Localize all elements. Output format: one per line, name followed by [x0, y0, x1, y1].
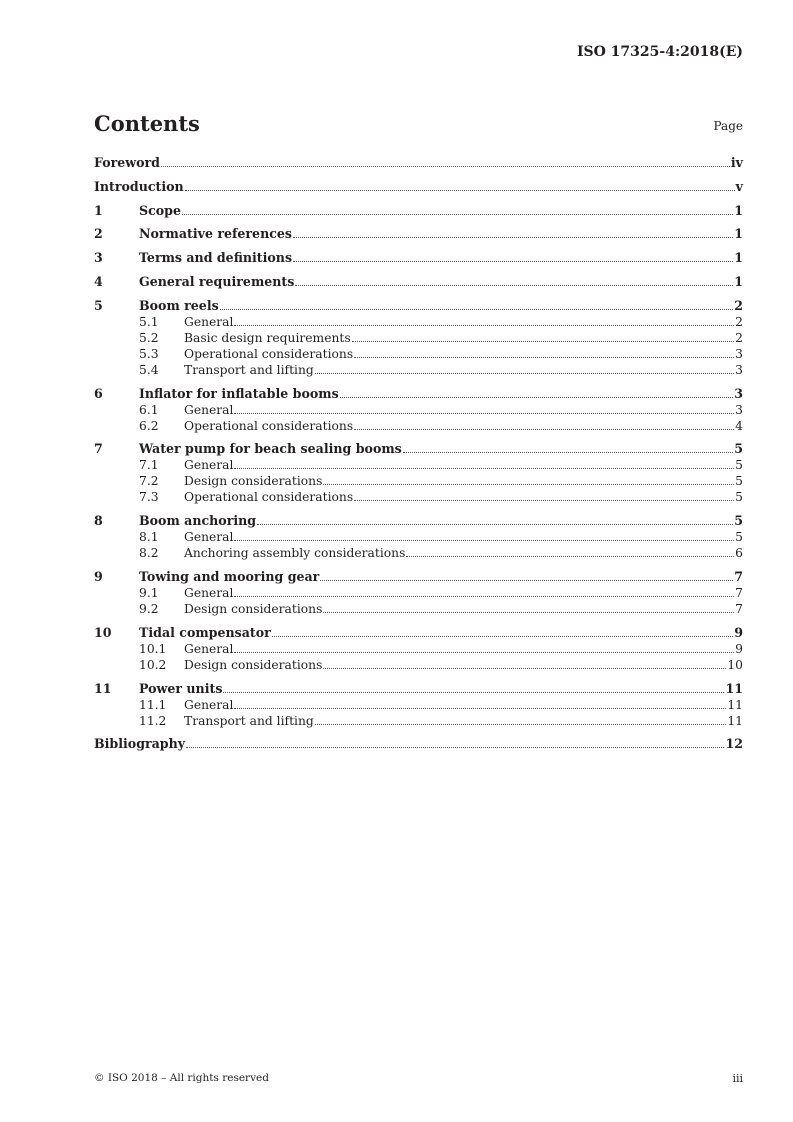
dot-leader: [352, 340, 735, 342]
toc-entry-number: 7: [94, 441, 103, 457]
toc-entry-number: 10.2: [139, 657, 167, 672]
toc-entry-number: 6.2: [139, 418, 159, 433]
toc-entry-title: Boom anchoring: [139, 513, 257, 529]
toc-subentry[interactable]: [94, 697, 743, 713]
toc-entry-title: Power units: [139, 680, 223, 696]
dot-leader: [323, 667, 726, 669]
toc-subentry[interactable]: [94, 346, 743, 362]
toc-subentry[interactable]: [94, 314, 743, 330]
toc-entry-page: 7: [735, 585, 743, 600]
toc-subentry[interactable]: [94, 545, 743, 561]
toc-entry-number: 3: [94, 250, 103, 266]
toc-entry-number: 9.2: [139, 601, 159, 616]
toc-entry-number: 4: [94, 273, 103, 289]
toc-subentry[interactable]: [94, 713, 743, 729]
toc-entry[interactable]: [94, 569, 743, 585]
toc-entry-title: Transport and lifting: [184, 362, 314, 377]
toc-entry-title: Inflator for inflatable booms: [139, 385, 339, 401]
toc-entry-title: General: [184, 314, 234, 329]
toc-entry-page: 3: [735, 346, 743, 361]
toc-entry-page: 11: [725, 680, 743, 696]
toc-entry-number: 10.1: [139, 641, 167, 656]
toc-entry-number: 5.4: [139, 362, 159, 377]
toc-entry-page: 4: [735, 418, 743, 433]
dot-leader: [234, 651, 734, 653]
toc-entry-title: Foreword: [94, 155, 160, 170]
toc-entry-number: 9: [94, 568, 103, 584]
toc-entry[interactable]: [94, 736, 743, 752]
toc-entry-title: Anchoring assembly considerations: [184, 546, 406, 561]
toc-entry-page: 3: [735, 362, 743, 377]
toc-entry-title: General: [184, 641, 234, 656]
toc-entry[interactable]: [94, 441, 743, 457]
toc-entry-page: 5: [734, 513, 743, 529]
toc-entry-title: General requirements: [139, 273, 295, 289]
toc-entry[interactable]: [94, 625, 743, 641]
toc-entry-number: 8: [94, 513, 103, 529]
toc-entry-title: Towing and mooring gear: [139, 568, 320, 584]
toc-entry-title: General: [184, 402, 234, 417]
toc-entry-number: 5: [94, 297, 103, 313]
toc-entry-page: v: [735, 178, 743, 194]
dot-leader: [295, 284, 733, 286]
toc-entry-number: 7.3: [139, 490, 159, 505]
toc-entry-number: 1: [94, 202, 103, 218]
toc-entry-title: General: [184, 458, 234, 473]
contents-heading: Contents: [94, 111, 200, 136]
toc-entry-page: 11: [727, 713, 743, 728]
dot-leader: [220, 308, 734, 310]
toc-entry-number: 8.2: [139, 546, 159, 561]
dot-leader: [354, 428, 734, 430]
toc-entry-page: 5: [735, 474, 743, 489]
toc-entry-title: Operational considerations: [184, 490, 354, 505]
toc-entry-number: 7.2: [139, 474, 159, 489]
toc-subentry[interactable]: [94, 402, 743, 418]
dot-leader: [340, 396, 734, 398]
toc-entry-page: 3: [735, 402, 743, 417]
toc-entry-number: 9.1: [139, 585, 159, 600]
toc-entry[interactable]: [94, 386, 743, 402]
toc-subentry[interactable]: [94, 418, 743, 434]
toc-entry-number: 6: [94, 385, 103, 401]
dot-leader: [161, 165, 730, 167]
toc-entry-number: 2: [94, 226, 103, 242]
toc-entry-title: Operational considerations: [184, 418, 354, 433]
dot-leader: [403, 451, 733, 453]
toc-entry-title: Transport and lifting: [184, 713, 314, 728]
toc-entry-number: 11.2: [139, 713, 167, 728]
table-of-contents: [94, 155, 743, 752]
toc-entry-title: Basic design requirements: [184, 330, 351, 345]
dot-leader: [354, 499, 734, 501]
toc-entry-number: 11.1: [139, 697, 167, 712]
toc-entry-number: 5.1: [139, 314, 159, 329]
toc-entry-page: 1: [734, 273, 743, 289]
toc-entry-number: 6.1: [139, 402, 159, 417]
toc-entry-page: 7: [734, 568, 743, 584]
dot-leader: [234, 467, 734, 469]
toc-entry-title: General: [184, 585, 234, 600]
toc-entry-title: Scope: [139, 202, 181, 218]
toc-entry-number: 10: [94, 624, 112, 640]
toc-entry-number: 7.1: [139, 458, 159, 473]
toc-entry-page: 11: [727, 697, 743, 712]
toc-entry[interactable]: [94, 274, 743, 290]
dot-leader: [293, 236, 733, 238]
dot-leader: [315, 372, 734, 374]
toc-entry-title: Design considerations: [184, 601, 323, 616]
toc-entry[interactable]: [94, 298, 743, 314]
toc-entry-title: Boom reels: [139, 297, 219, 313]
dot-leader: [257, 523, 733, 525]
dot-leader: [185, 189, 735, 191]
toc-entry-page: 3: [734, 385, 743, 401]
toc-entry-title: Normative references: [139, 226, 293, 242]
toc-entry-page: 5: [735, 490, 743, 505]
toc-subentry[interactable]: [94, 601, 743, 617]
toc-entry-page: 5: [735, 458, 743, 473]
toc-subentry[interactable]: [94, 457, 743, 473]
toc-entry-title: Terms and definitions: [139, 250, 293, 266]
toc-entry-page: 5: [735, 530, 743, 545]
toc-subentry[interactable]: [94, 529, 743, 545]
toc-subentry[interactable]: [94, 489, 743, 505]
toc-entry-page: 7: [735, 601, 743, 616]
toc-entry-title: General: [184, 530, 234, 545]
dot-leader: [186, 746, 724, 748]
toc-entry-title: Bibliography: [94, 736, 186, 752]
dot-leader: [272, 635, 733, 637]
dot-leader: [323, 483, 734, 485]
toc-entry-page: 5: [734, 441, 743, 457]
dot-leader: [234, 539, 734, 541]
dot-leader: [234, 412, 734, 414]
footer-page-number: iii: [732, 1072, 743, 1085]
toc-entry-title: Introduction: [94, 178, 184, 194]
toc-entry[interactable]: [94, 681, 743, 697]
dot-leader: [223, 691, 724, 693]
dot-leader: [354, 356, 734, 358]
toc-entry-title: Tidal compensator: [139, 624, 271, 640]
toc-entry-title: Water pump for beach sealing booms: [139, 441, 402, 457]
toc-entry-page: 12: [725, 736, 743, 752]
toc-entry[interactable]: [94, 250, 743, 266]
toc-subentry[interactable]: [94, 657, 743, 673]
toc-entry-page: 9: [734, 624, 743, 640]
toc-entry-title: Operational considerations: [184, 346, 354, 361]
toc-entry-page: 2: [734, 297, 743, 313]
toc-entry[interactable]: [94, 513, 743, 529]
toc-entry-title: Design considerations: [184, 657, 323, 672]
toc-subentry[interactable]: [94, 473, 743, 489]
toc-entry-page: iv: [730, 155, 743, 170]
toc-entry-number: 11: [94, 680, 112, 696]
dot-leader: [315, 723, 727, 725]
toc-entry-number: 5.2: [139, 330, 159, 345]
dot-leader: [234, 595, 734, 597]
toc-subentry[interactable]: [94, 362, 743, 378]
dot-leader: [320, 579, 733, 581]
dot-leader: [406, 555, 734, 557]
toc-entry[interactable]: [94, 155, 743, 171]
toc-subentry[interactable]: [94, 330, 743, 346]
dot-leader: [182, 213, 733, 215]
page-column-label: Page: [713, 119, 743, 133]
toc-entry-page: 6: [735, 546, 743, 561]
toc-entry[interactable]: [94, 203, 743, 219]
toc-entry-page: 1: [734, 250, 743, 266]
toc-entry[interactable]: [94, 226, 743, 242]
footer-copyright: © ISO 2018 – All rights reserved: [94, 1072, 269, 1084]
toc-entry-page: 1: [734, 226, 743, 242]
toc-entry[interactable]: [94, 179, 743, 195]
toc-subentry[interactable]: [94, 585, 743, 601]
toc-entry-title: Design considerations: [184, 474, 323, 489]
dot-leader: [234, 324, 734, 326]
dot-leader: [323, 611, 734, 613]
toc-entry-number: 5.3: [139, 346, 159, 361]
toc-entry-page: 9: [735, 641, 743, 656]
toc-entry-page: 10: [727, 657, 743, 672]
document-id: ISO 17325-4:2018(E): [576, 44, 743, 60]
toc-entry-page: 1: [734, 202, 743, 218]
toc-entry-page: 2: [735, 314, 743, 329]
toc-entry-title: General: [184, 697, 234, 712]
dot-leader: [293, 260, 733, 262]
toc-entry-number: 8.1: [139, 530, 159, 545]
dot-leader: [234, 707, 726, 709]
toc-entry-page: 2: [735, 330, 743, 345]
toc-subentry[interactable]: [94, 641, 743, 657]
